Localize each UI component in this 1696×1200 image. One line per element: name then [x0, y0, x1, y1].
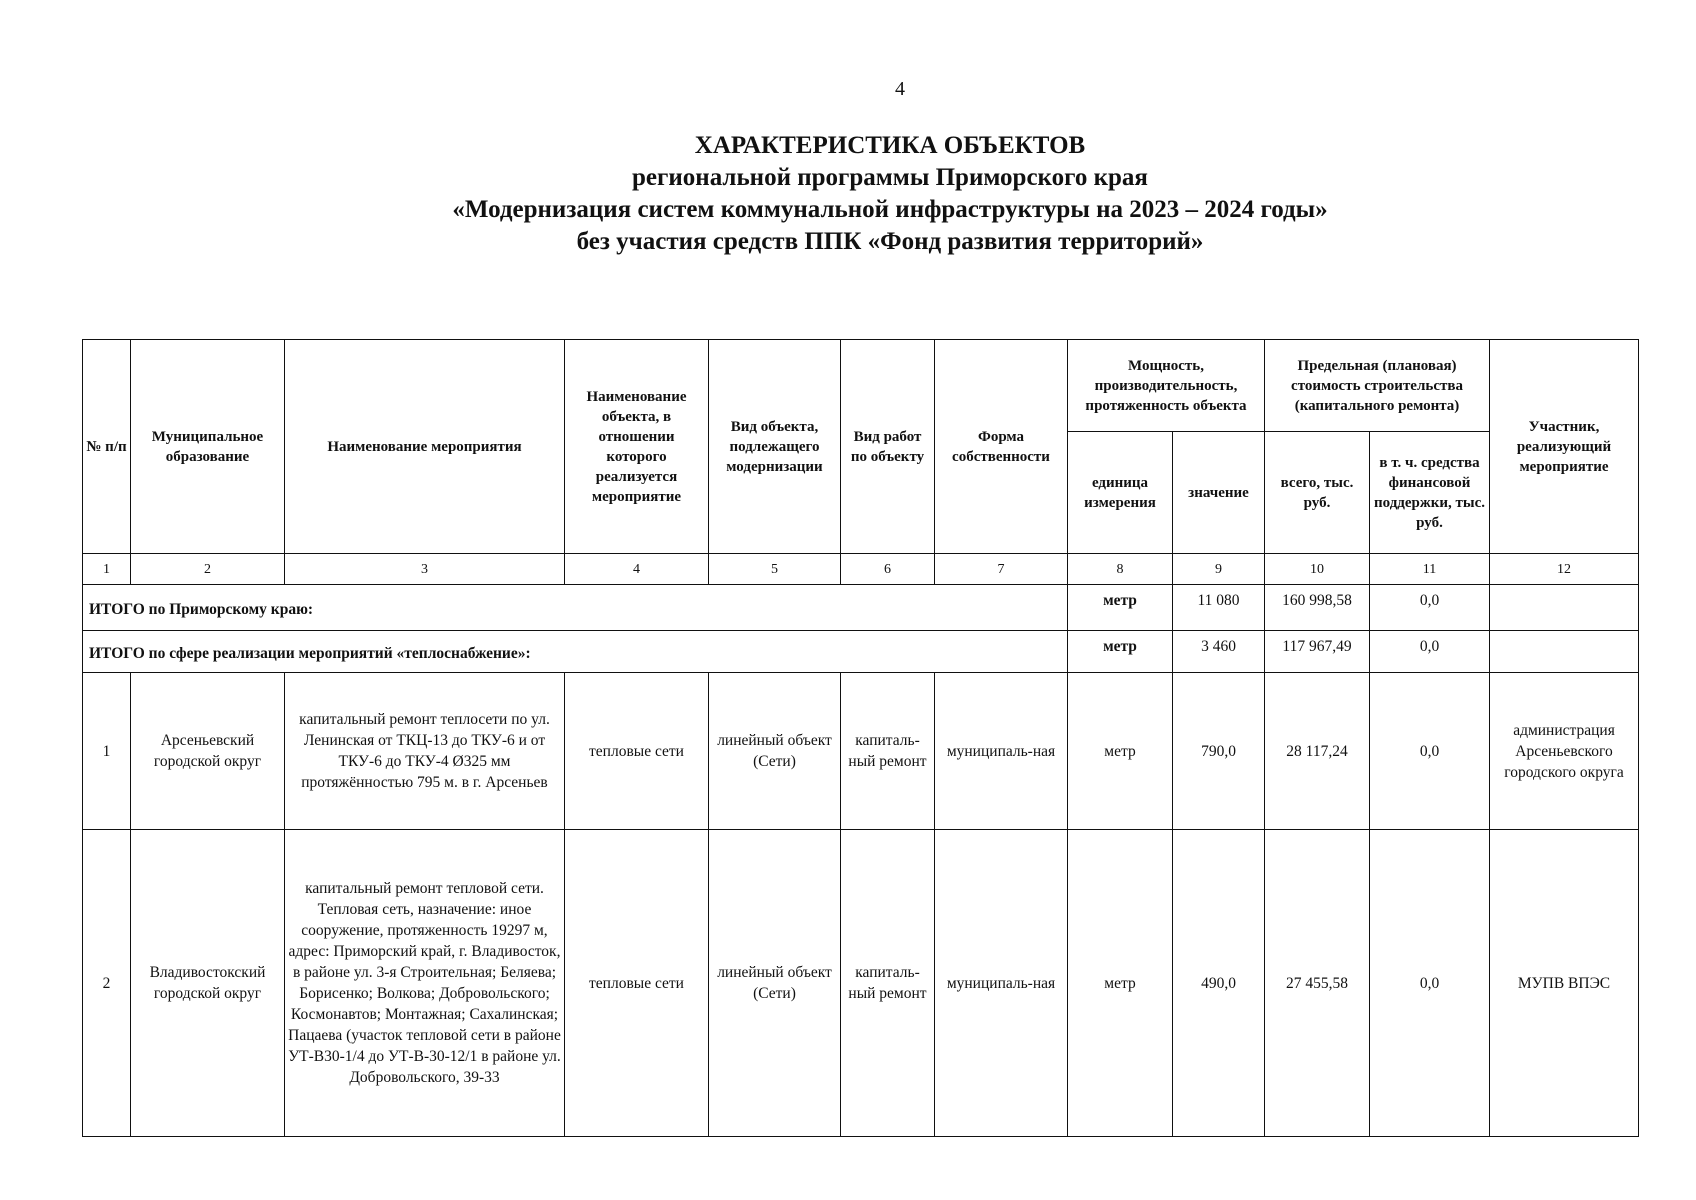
- header-participant: Участник, реализующий мероприятие: [1490, 340, 1639, 554]
- column-numbers-row: [83, 554, 1639, 585]
- column-number: 3: [285, 554, 565, 585]
- row-cost-total: 27 455,58: [1265, 830, 1370, 1137]
- row-municipality: Владивостокский городской округ: [131, 830, 285, 1137]
- total-label: ИТОГО по Приморскому краю:: [83, 585, 1068, 631]
- row-ownership: муниципаль-ная: [935, 830, 1068, 1137]
- header-cost-total: всего, тыс. руб.: [1265, 432, 1370, 554]
- row-value: 790,0: [1173, 673, 1265, 830]
- header-cost-support: в т. ч. средства финансовой поддержки, тыс. руб.: [1370, 432, 1490, 554]
- header-object-name: Наименование объекта, в отношении которого реализуется мероприятие: [565, 340, 709, 554]
- row-participant: МУПВ ВПЭС: [1490, 830, 1639, 1137]
- column-number: 9: [1173, 554, 1265, 585]
- row-cost-support: 0,0: [1370, 673, 1490, 830]
- header-value: значение: [1173, 432, 1265, 554]
- row-object-name: тепловые сети: [565, 673, 709, 830]
- column-number: 10: [1265, 554, 1370, 585]
- header-ownership: Форма собственности: [935, 340, 1068, 554]
- title-line-2: региональной программы Приморского края: [632, 164, 1148, 191]
- header-cost: Предельная (плановая) стоимость строительства (капитального ремонта): [1265, 340, 1490, 432]
- header-object-type: Вид объекта, подлежащего модернизации: [709, 340, 841, 554]
- row-municipality: Арсеньевский городской округ: [131, 673, 285, 830]
- total-support: 0,0: [1370, 631, 1490, 673]
- row-unit: метр: [1068, 673, 1173, 830]
- column-number: 2: [131, 554, 285, 585]
- title-line-4: без участия средств ППК «Фонд развития территорий»: [576, 228, 1204, 255]
- column-number: 7: [935, 554, 1068, 585]
- total-cost: 117 967,49: [1265, 631, 1370, 673]
- total-value: 11 080: [1173, 585, 1265, 631]
- total-participant: [1490, 631, 1639, 673]
- row-ownership: муниципаль-ная: [935, 673, 1068, 830]
- row-activity: капитальный ремонт тепловой сети. Тепловая сеть, назначение: иное сооружение, протяженность 19297 м, адрес: Приморский край, г. Владивосток, в районе ул. 3-я Строительная; Беляева; Борисенко; Волкова; Добровольского; Космонавтов; Монтажная; Сахалинская; Пацаева (участок тепловой сети в районе УТ-В30-1/4 до УТ-В-30-12/1 в районе ул. Добровольского, 39-33: [285, 830, 565, 1137]
- total-value: 3 460: [1173, 631, 1265, 673]
- row-activity: капитальный ремонт теплосети по ул. Ленинская от ТКЦ-13 до ТКУ-6 и от ТКУ-6 до ТКУ-4 Ø325 мм протяжённостью 795 м. в г. Арсеньев: [285, 673, 565, 830]
- row-object-type: линейный объект (Сети): [709, 673, 841, 830]
- row-num: 2: [83, 830, 131, 1137]
- row-cost-total: 28 117,24: [1265, 673, 1370, 830]
- row-work-type: капиталь-ный ремонт: [841, 830, 935, 1137]
- header-unit: единица измерения: [1068, 432, 1173, 554]
- page-number: 4: [895, 78, 905, 100]
- title-line-1: ХАРАКТЕРИСТИКА ОБЪЕКТОВ: [694, 132, 1086, 159]
- total-unit: метр: [1068, 585, 1173, 631]
- column-number: 11: [1370, 554, 1490, 585]
- header-work-type: Вид работ по объекту: [841, 340, 935, 554]
- column-number: 12: [1490, 554, 1639, 585]
- title-line-3: «Модернизация систем коммунальной инфраструктуры на 2023 – 2024 годы»: [452, 196, 1328, 223]
- total-participant: [1490, 585, 1639, 631]
- header-municipality: Муниципальное образование: [131, 340, 285, 554]
- objects-table: [82, 339, 1639, 1137]
- column-number: 8: [1068, 554, 1173, 585]
- column-number: 4: [565, 554, 709, 585]
- header-activity: Наименование мероприятия: [285, 340, 565, 554]
- row-value: 490,0: [1173, 830, 1265, 1137]
- row-object-type: линейный объект (Сети): [709, 830, 841, 1137]
- total-row-region: [83, 585, 1639, 631]
- document-title: [0, 130, 1696, 258]
- row-work-type: капиталь-ный ремонт: [841, 673, 935, 830]
- row-unit: метр: [1068, 830, 1173, 1137]
- row-num: 1: [83, 673, 131, 830]
- table-row: [83, 673, 1639, 830]
- row-participant: администрация Арсеньевского городского округа: [1490, 673, 1639, 830]
- column-number: 5: [709, 554, 841, 585]
- header-row-1: [83, 340, 1639, 432]
- row-object-name: тепловые сети: [565, 830, 709, 1137]
- row-cost-support: 0,0: [1370, 830, 1490, 1137]
- table-row: [83, 830, 1639, 1137]
- header-num: № п/п: [83, 340, 131, 554]
- total-unit: метр: [1068, 631, 1173, 673]
- header-capacity: Мощность, производительность, протяженность объекта: [1068, 340, 1265, 432]
- column-number: 1: [83, 554, 131, 585]
- column-number: 6: [841, 554, 935, 585]
- total-label: ИТОГО по сфере реализации мероприятий «теплоснабжение»:: [83, 631, 1068, 673]
- total-row-heating: [83, 631, 1639, 673]
- total-cost: 160 998,58: [1265, 585, 1370, 631]
- total-support: 0,0: [1370, 585, 1490, 631]
